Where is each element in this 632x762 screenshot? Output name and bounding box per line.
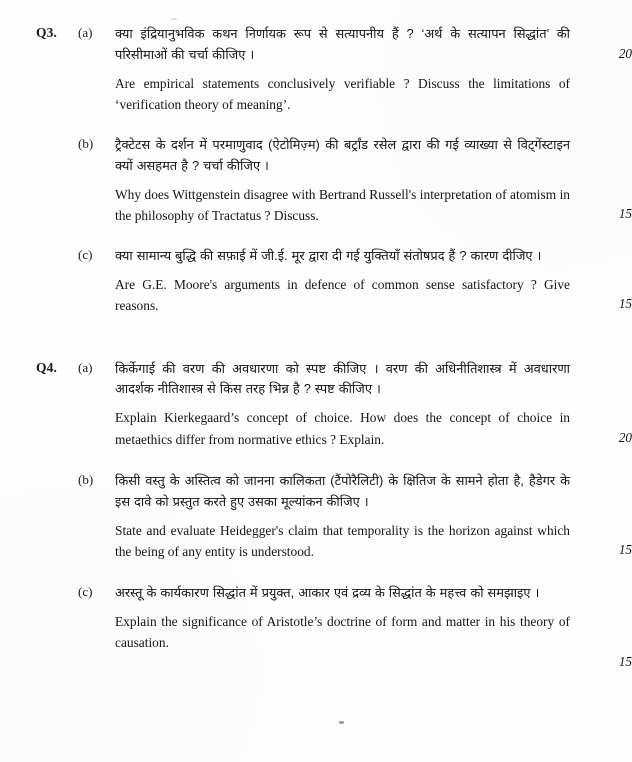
question-block-q4	[0, 359, 632, 669]
question-part-q4-b	[0, 471, 632, 562]
part-body-q3-a	[115, 24, 632, 115]
question-text-english-q4-a: Explain Kierkegaard’s concept of choice. How does the concept of choice in metaethics differ from normative ethics ? Explain.	[115, 410, 570, 447]
question-text-english-q4-b: State and evaluate Heidegger's claim that temporality is the horizon against which the being of any entity is understood.	[115, 522, 570, 559]
question-text-hindi-q3-a: क्या इंद्रियानुभविक कथन निर्णायक रूप से सत्यापनीय हैं ? ‘अर्थ के सत्यापन सिद्धांत’ की परिसीमाओं की चर्चा कीजिए ।	[115, 26, 570, 62]
marks-q4-c: 15	[618, 653, 632, 669]
marks-q4-a: 20	[618, 429, 632, 445]
part-body-q4-b	[115, 471, 632, 562]
question-block-q3	[0, 24, 632, 317]
part-label-q3-c: (c)	[78, 247, 93, 263]
question-text-hindi-q3-c: क्या सामान्य बुद्धि की सफ़ाई में जी.ई. मूर द्वारा दी गई युक्तियाँ संतोषप्रद हैं ? कारण दीजिए ।	[115, 248, 542, 264]
question-text-hindi-q3-b: ट्रैक्टेटस के दर्शन में परमाणुवाद (ऐटोमिज़्म) की बर्ट्रांड रसेल द्वारा की गई व्याख्या से विट्गेंस्टाइन क्यों असहमत है ? चर्चा कीजिए ।	[115, 137, 570, 174]
question-part-q3-a	[0, 24, 632, 115]
marks-q3-a: 20	[618, 46, 632, 61]
marks-q4-b: 15	[618, 541, 632, 557]
question-part-q3-b	[0, 135, 632, 226]
question-number-q4: Q4.	[36, 359, 57, 375]
question-part-q4-c	[0, 583, 632, 669]
part-body-q4-c	[115, 583, 632, 669]
question-text-english-q3-b: Why does Wittgenstein disagree with Bertrand Russell's interpretation of atomism in the philosophy of Tractatus ? Discuss.	[115, 186, 570, 224]
part-body-q3-b	[115, 135, 632, 226]
question-text-english-q3-c: Are G.E. Moore's arguments in defence of common sense satisfactory ? Give reasons.	[115, 277, 570, 314]
part-label-q4-c: (c)	[78, 583, 93, 599]
question-part-q4-a	[0, 359, 632, 450]
question-text-english-q3-a: Are empirical statements conclusively verifiable ? Discuss the limitations of ‘verification theory of meaning’.	[115, 75, 570, 112]
scan-artifact-bottom	[339, 721, 344, 724]
question-text-hindi-q4-c: अरस्तू के कार्यकारण सिद्धांत में प्रयुक्त, आकार एवं द्रव्य के सिद्धांत के महत्त्व को समझाइए ।	[115, 584, 540, 600]
scan-artifact-top	[171, 18, 177, 20]
part-label-q3-b: (b)	[78, 136, 94, 152]
part-label-q4-a: (a)	[78, 359, 93, 375]
part-body-q4-a	[115, 359, 632, 450]
question-text-english-q4-c: Explain the significance of Aristotle’s doctrine of form and matter in his theory of causation.	[115, 613, 570, 650]
part-label-q3-a: (a)	[78, 25, 93, 40]
marks-q3-b: 15	[618, 206, 632, 222]
marks-q3-c: 15	[618, 296, 632, 312]
part-label-q4-b: (b)	[78, 471, 94, 487]
question-text-hindi-q4-a: किर्केगाई की वरण की अवधारणा को स्पष्ट कीजिए । वरण की अधिनीतिशास्त्र में अवधारणा आदर्शक नीतिशास्त्र से किस तरह भिन्न है ? स्पष्ट कीजिए ।	[115, 360, 570, 397]
part-body-q3-c	[115, 246, 632, 316]
question-text-hindi-q4-b: किसी वस्तु के अस्तित्व को जानना कालिकता (टैंपोरैलिटी) के क्षितिज के सामने होता है, हैडेगर के इस दावे को प्रस्तुत करते हुए उसका मूल्यांकन कीजिए ।	[115, 472, 570, 509]
question-number-q3: Q3.	[36, 25, 57, 40]
question-part-q3-c	[0, 246, 632, 316]
